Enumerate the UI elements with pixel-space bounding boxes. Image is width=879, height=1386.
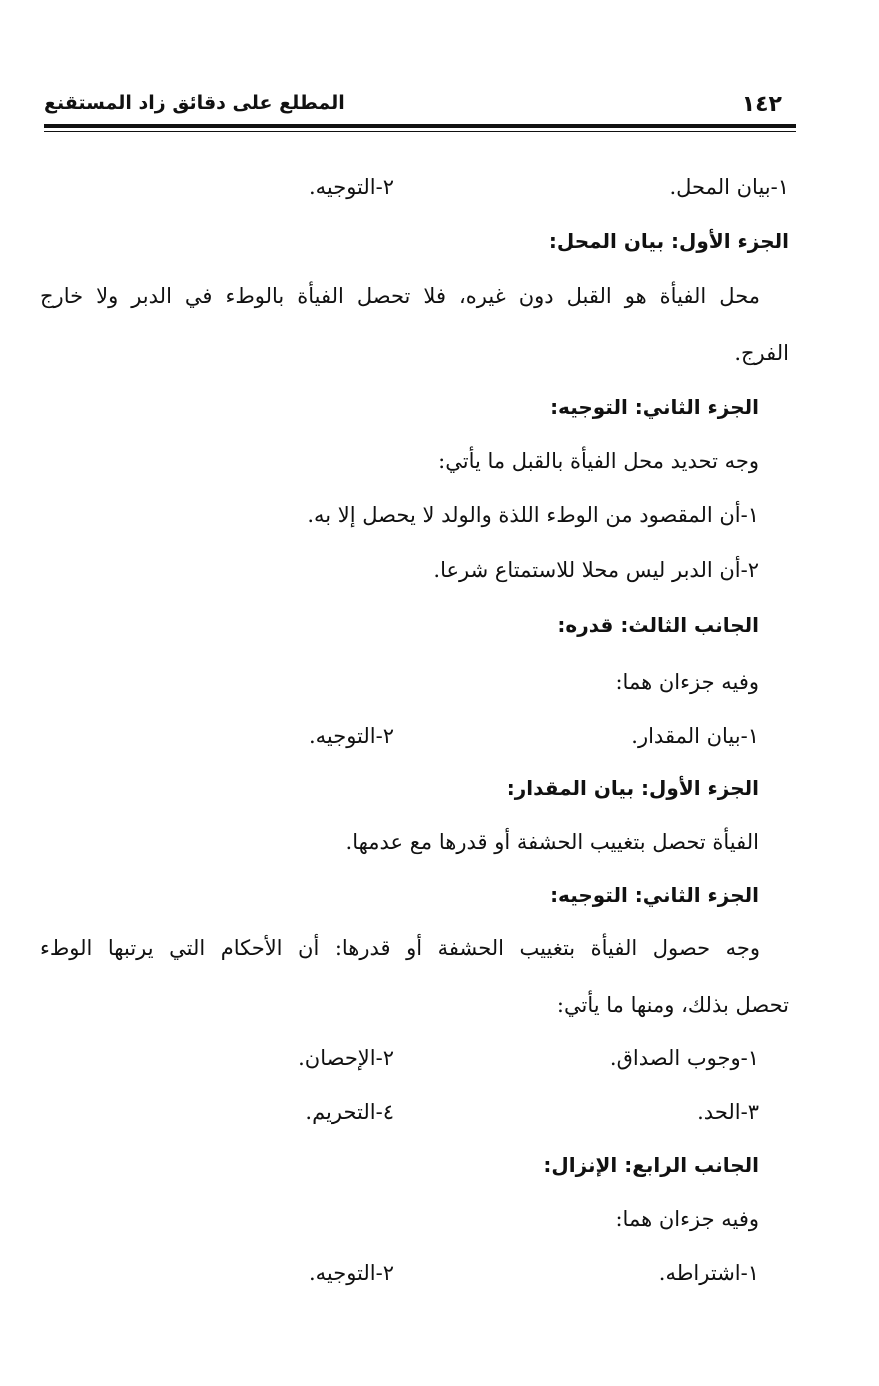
section-heading: الجزء الأول: بيان المحل:: [548, 229, 789, 253]
list-item: ١-اشتراطه.: [658, 1261, 759, 1285]
section-heading: الجزء الأول: بيان المقدار:: [506, 776, 759, 800]
paragraph-line: وجه تحديد محل الفيأة بالقبل ما يأتي:: [438, 449, 759, 473]
page-number: ١٤٢: [741, 92, 782, 117]
paragraph-line: الفيأة تحصل بتغييب الحشفة أو قدرها مع عدمها.: [345, 830, 759, 854]
paragraph-line: ٢-أن الدبر ليس محلا للاستمتاع شرعا.: [433, 558, 759, 582]
list-item: ١-وجوب الصداق.: [609, 1046, 759, 1070]
list-item: ٢-التوجيه.: [308, 1261, 394, 1285]
section-heading: الجانب الرابع: الإنزال:: [543, 1153, 759, 1177]
running-title: المطلع على دقائق زاد المستقنع: [44, 92, 345, 114]
section-heading: الجزء الثاني: التوجيه:: [550, 395, 759, 419]
list-item: ٢-الإحصان.: [298, 1046, 394, 1070]
section-heading: الجانب الثالث: قدره:: [557, 613, 759, 637]
list-item: ٢-التوجيه.: [308, 175, 394, 199]
list-item: ١-بيان المقدار.: [631, 724, 759, 748]
running-header: [44, 90, 794, 122]
paragraph-line: تحصل بذلك، ومنها ما يأتي:: [556, 993, 789, 1017]
header-rule-thin: [44, 131, 796, 132]
paragraph-line: وجه حصول الفيأة بتغييب الحشفة أو قدرها: أن الأحكام التي يرتبها الوطء: [40, 936, 760, 960]
section-heading: الجزء الثاني: التوجيه:: [550, 883, 759, 907]
paragraph-line: وفيه جزءان هما:: [615, 670, 759, 694]
paragraph-line: ١-أن المقصود من الوطء اللذة والولد لا يحصل إلا به.: [307, 503, 759, 527]
list-item: ٣-الحد.: [697, 1100, 759, 1124]
header-rule-thick: [44, 124, 796, 128]
list-item: ٢-التوجيه.: [308, 724, 394, 748]
paragraph-line: وفيه جزءان هما:: [615, 1207, 759, 1231]
paragraph-line: الفرج.: [734, 341, 789, 365]
list-item: ٤-التحريم.: [305, 1100, 394, 1124]
list-item: ١-بيان المحل.: [669, 175, 789, 199]
paragraph-line: محل الفيأة هو القبل دون غيره، فلا تحصل الفيأة بالوطء في الدبر ولا خارج: [40, 284, 760, 308]
